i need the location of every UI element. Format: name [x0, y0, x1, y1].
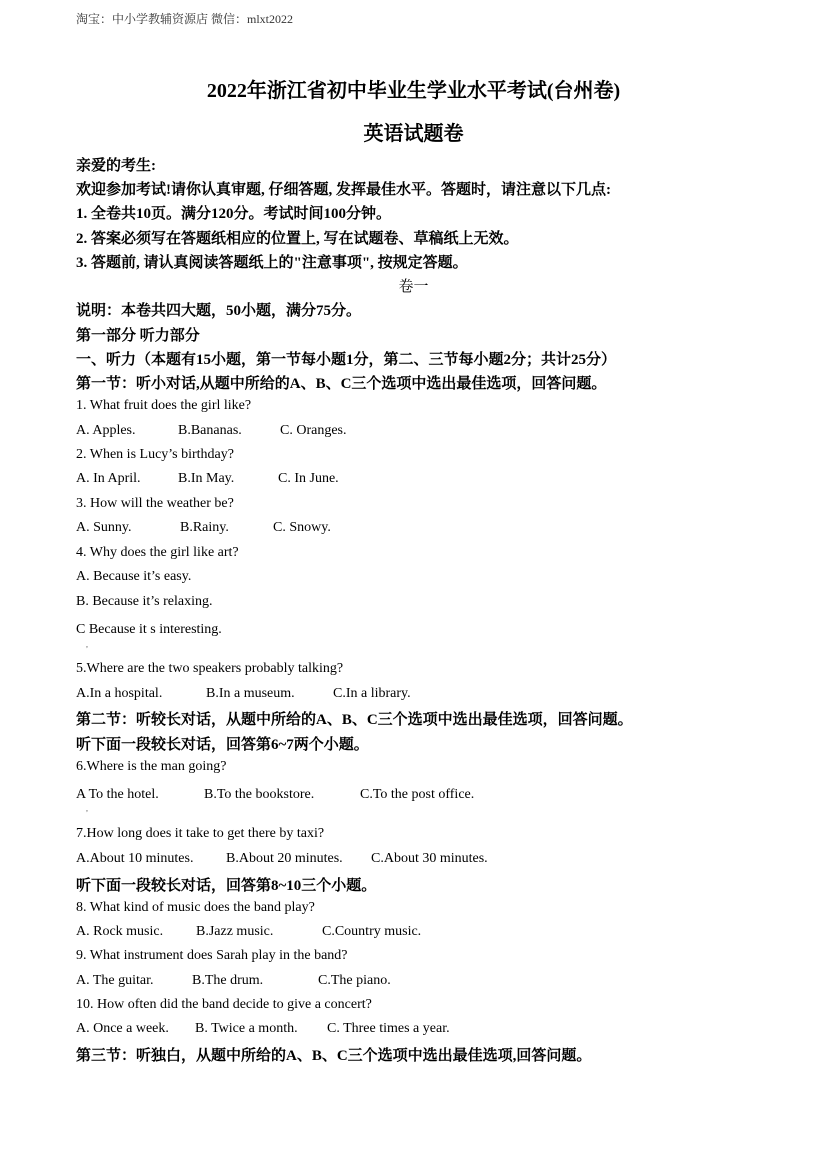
- option-c: C.To the post office.: [360, 787, 475, 802]
- options-2: [76, 471, 776, 491]
- options-6: [76, 787, 776, 807]
- volume-label: 卷一: [398, 279, 429, 295]
- subsection-3: 第三节：听独白，从题中所给的A、B、C三个选项中选出最佳选项,回答问题。: [76, 1048, 592, 1064]
- option-a: A. Sunny.: [76, 520, 132, 535]
- option-c: C. Snowy.: [273, 520, 331, 535]
- notice-item-3: 3. 答题前, 请认真阅读答题纸上的"注意事项", 按规定答题。: [76, 255, 468, 271]
- option-a: A. Apples.: [76, 423, 136, 438]
- option-a: A. The guitar.: [76, 973, 154, 988]
- exam-subtitle: 英语试题卷: [363, 123, 464, 145]
- question-5: 5.Where are the two speakers probably talking?: [76, 661, 344, 676]
- page-header: 淘宝：中小学教辅资源店 微信：mlxt2022: [76, 12, 294, 26]
- options-7: [76, 851, 776, 871]
- option-b: B.Rainy.: [180, 520, 229, 535]
- option-c: C. Three times a year.: [327, 1021, 450, 1036]
- question-8: 8. What kind of music does the band play?: [76, 900, 315, 915]
- option-b: B. Twice a month.: [195, 1021, 298, 1036]
- stray-mark: ,: [86, 804, 88, 813]
- option-c: C.In a library.: [333, 686, 411, 701]
- subsection-2: 第二节：听较长对话，从题中所给的A、B、C三个选项中选出最佳选项，回答问题。: [76, 712, 633, 728]
- option-a: A. Rock music.: [76, 924, 164, 939]
- explanation: 说明：本卷共四大题，50小题，满分75分。: [76, 303, 362, 319]
- option-b: B.In a museum.: [206, 686, 295, 701]
- option-a: A. Once a week.: [76, 1021, 169, 1036]
- question-6: 6.Where is the man going?: [76, 759, 227, 774]
- subsection-2-part-a: 听下面一段较长对话，回答第6~7两个小题。: [76, 737, 369, 753]
- option-a: A. In April.: [76, 471, 141, 486]
- option-a: A.In a hospital.: [76, 686, 163, 701]
- question-4: 4. Why does the girl like art?: [76, 545, 239, 560]
- question-1: 1. What fruit does the girl like?: [76, 398, 252, 413]
- options-3: [76, 520, 776, 540]
- options-8: [76, 924, 776, 944]
- options-1: [76, 423, 776, 443]
- notice-item-2: 2. 答案必须写在答题纸相应的位置上, 写在试题卷、草稿纸上无效。: [76, 231, 519, 247]
- subsection-2-part-b: 听下面一段较长对话，回答第8~10三个小题。: [76, 878, 377, 894]
- option-a: A To the hotel.: [76, 787, 159, 802]
- question-3: 3. How will the weather be?: [76, 496, 234, 511]
- question-7: 7.How long does it take to get there by taxi?: [76, 826, 325, 841]
- option-a: A.About 10 minutes.: [76, 851, 194, 866]
- option-b: B.About 20 minutes.: [226, 851, 343, 866]
- option-4a: A. Because it’s easy.: [76, 569, 192, 584]
- question-9: 9. What instrument does Sarah play in the band?: [76, 948, 348, 963]
- options-5: [76, 686, 776, 706]
- question-10: 10. How often did the band decide to give a concert?: [76, 997, 372, 1012]
- exam-title: 2022年浙江省初中毕业生学业水平考试(台州卷): [206, 80, 621, 102]
- intro-text: 欢迎参加考试!请你认真审题, 仔细答题, 发挥最佳水平。答题时，请注意以下几点:: [76, 182, 611, 198]
- option-4b: B. Because it’s relaxing.: [76, 594, 213, 609]
- option-b: B.Bananas.: [178, 423, 242, 438]
- option-c: C.The piano.: [318, 973, 391, 988]
- option-c: C. Oranges.: [280, 423, 347, 438]
- subsection-1: 第一节：听小对话,从题中所给的A、B、C三个选项中选出最佳选项，回答问题。: [76, 376, 607, 392]
- options-10: [76, 1021, 776, 1041]
- option-c: C. In June.: [278, 471, 339, 486]
- option-4c: C Because it s interesting.: [76, 622, 222, 637]
- option-b: B.The drum.: [192, 973, 264, 988]
- option-b: B.Jazz music.: [196, 924, 274, 939]
- greeting: 亲爱的考生:: [76, 158, 156, 174]
- options-9: [76, 973, 776, 993]
- question-2: 2. When is Lucy’s birthday?: [76, 447, 234, 462]
- stray-mark: ,: [86, 640, 88, 649]
- notice-item-1: 1. 全卷共10页。满分120分。考试时间100分钟。: [76, 206, 392, 222]
- option-c: C.About 30 minutes.: [371, 851, 488, 866]
- option-c: C.Country music.: [322, 924, 422, 939]
- section-heading: 一、听力（本题有15小题，第一节每小题1分，第二、三节每小题2分；共计25分）: [76, 352, 617, 368]
- option-b: B.In May.: [178, 471, 235, 486]
- part-heading: 第一部分 听力部分: [76, 328, 200, 344]
- option-b: B.To the bookstore.: [204, 787, 315, 802]
